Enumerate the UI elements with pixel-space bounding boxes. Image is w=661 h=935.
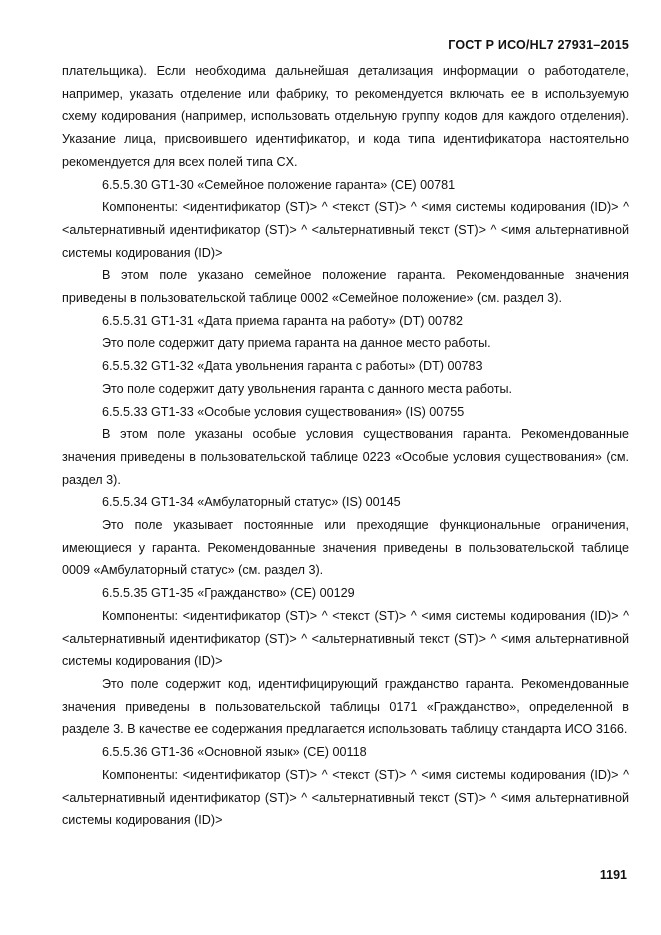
paragraph: В этом поле указано семейное положение гаранта. Рекомендованные значения приведены в пользовательской таблице 0002 «Семейное положение» (см. раздел 3).	[62, 268, 629, 306]
section-heading: 6.5.5.31 GT1-31 «Дата приема гаранта на работу» (DT) 00782	[102, 313, 463, 328]
paragraph: Это поле содержит дату увольнения гаранта с данного места работы.	[102, 381, 513, 396]
section-heading: 6.5.5.34 GT1-34 «Амбулаторный статус» (IS) 00145	[102, 495, 401, 510]
paragraph: Компоненты: <идентификатор (ST)> ^ <текст (ST)> ^ <имя системы кодирования (ID)> ^ <альтернативный идентификатор (ST)> ^ <альтернативный текст (ST)> ^ <имя альтернативной системы кодирования (ID)>	[62, 200, 629, 260]
section-heading: 6.5.5.32 GT1-32 «Дата увольнения гаранта с работы» (DT) 00783	[102, 359, 483, 374]
section-heading: 6.5.5.36 GT1-36 «Основной язык» (CE) 00118	[102, 745, 367, 760]
paragraph: Компоненты: <идентификатор (ST)> ^ <текст (ST)> ^ <имя системы кодирования (ID)> ^ <альтернативный идентификатор (ST)> ^ <альтернативный текст (ST)> ^ <имя альтернативной системы кодирования (ID)>	[62, 767, 629, 828]
section-heading: 6.5.5.33 GT1-33 «Особые условия существования» (IS) 00755	[102, 404, 465, 419]
paragraph-continuation: плательщика). Если необходима дальнейшая детализация информации о работодателе, например, указать отделение или фабрику, то рекомендуется включать ее в используемую схему кодирования (например, использовать отдельную группу кодов для каждого отделения). Указание лица, присвоившего идентификатор, и кода типа идентификатора настоятельно рекомендуется для всех полей типа CX.	[62, 64, 629, 169]
document-header: ГОСТ Р ИСО/HL7 27931–2015	[448, 38, 629, 52]
paragraph: Это поле указывает постоянные или преходящие функциональные ограничения, имеющиеся у гаранта. Рекомендованные значения приведены в пользовательской таблице 0009 «Амбулаторный статус» (см. раздел 3).	[62, 518, 629, 578]
paragraph: Компоненты: <идентификатор (ST)> ^ <текст (ST)> ^ <имя системы кодирования (ID)> ^ <альтернативный идентификатор (ST)> ^ <альтернативный текст (ST)> ^ <имя альтернативной системы кодирования (ID)>	[62, 608, 629, 669]
section-heading: 6.5.5.35 GT1-35 «Гражданство» (CE) 00129	[102, 586, 355, 601]
document-body	[62, 60, 629, 832]
page-number: 1191	[599, 868, 627, 882]
paragraph: Это поле содержит код, идентифицирующий гражданство гаранта. Рекомендованные значения приведены в пользовательской таблицы 0171 «Гражданство», определенной в разделе 3. В качестве ее содержания предлагается использовать таблицу стандарта ИСО 3166.	[62, 676, 629, 737]
paragraph: В этом поле указаны особые условия существования гаранта. Рекомендованные значения приведены в пользовательской таблице 0223 «Особые условия существования» (см. раздел 3).	[62, 427, 629, 487]
paragraph: Это поле содержит дату приема гаранта на данное место работы.	[102, 336, 491, 351]
section-heading: 6.5.5.30 GT1-30 «Семейное положение гаранта» (CE) 00781	[102, 177, 456, 192]
